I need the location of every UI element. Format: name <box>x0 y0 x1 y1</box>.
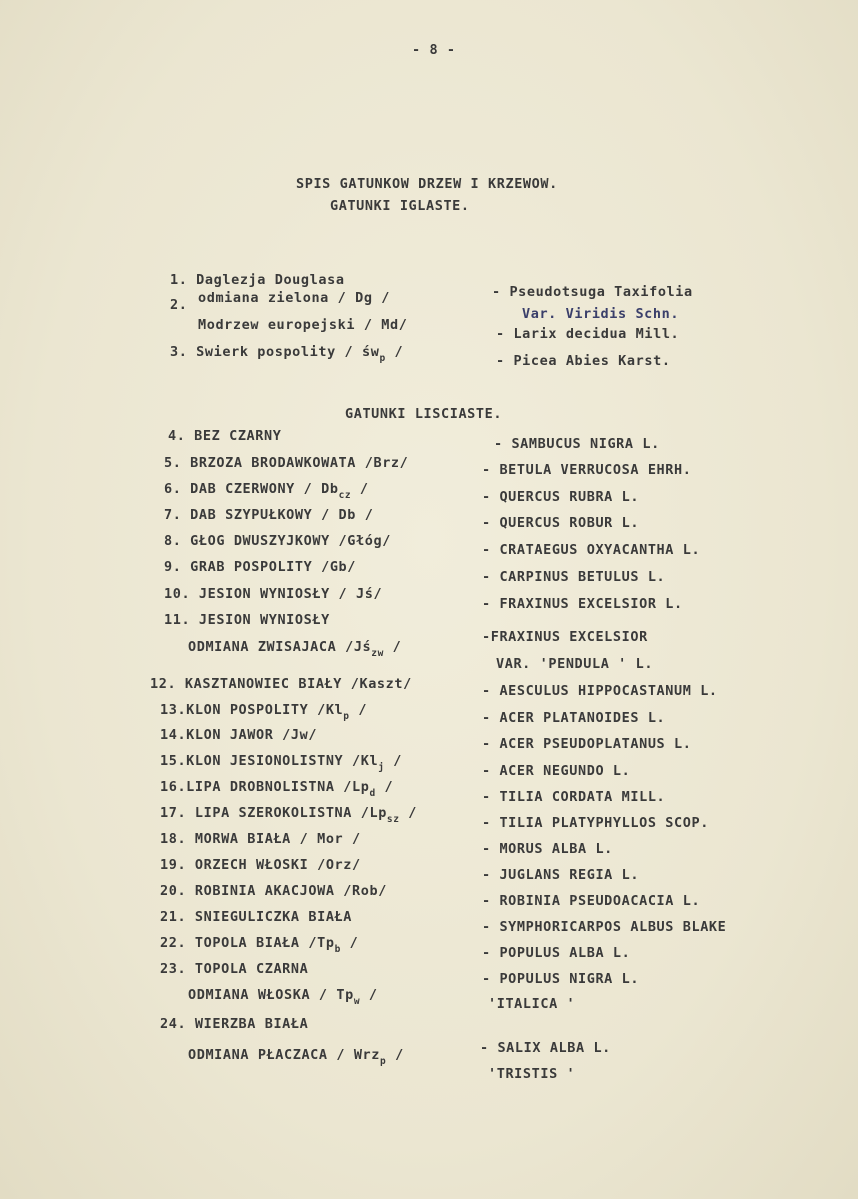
list-item-latin: - ROBINIA PSEUDOACACIA L. <box>482 893 701 909</box>
list-item: 6. DAB CZERWONY / $Db_{cz}$ / <box>164 481 369 501</box>
list-item-latin: Var. Viridis Schn. <box>522 306 680 322</box>
list-item: 16.LIPA DROBNOLISTNA $/Lp_d$ / <box>160 779 394 799</box>
list-item: 24. WIERZBA BIAŁA <box>160 1016 309 1032</box>
list-item-latin: - CRATAEGUS OXYACANTHA L. <box>482 542 701 558</box>
list-item-latin: - POPULUS NIGRA L. <box>482 971 640 987</box>
list-item-latin: -FRAXINUS EXCELSIOR <box>482 629 648 645</box>
list-item-latin: - MORUS ALBA L. <box>482 841 613 857</box>
list-item-latin: - AESCULUS HIPPOCASTANUM L. <box>482 683 718 699</box>
list-item-latin: - SALIX ALBA L. <box>480 1040 611 1056</box>
list-item: 7. DAB SZYPUŁKOWY / Db / <box>164 507 374 523</box>
list-item: ODMIANA ZWISAJACA $/Jś_{zw}$ / <box>188 639 402 659</box>
list-item-latin: - FRAXINUS EXCELSIOR L. <box>482 596 683 612</box>
list-item-latin: - Pseudotsuga Taxifolia <box>492 284 693 300</box>
list-item-latin: - SAMBUCUS NIGRA L. <box>494 436 660 452</box>
page-number: - 8 - <box>412 42 456 58</box>
list-item-latin: 'ITALICA ' <box>488 996 576 1012</box>
list-item: Modrzew europejski / Md/ <box>198 317 408 333</box>
list-item: 19. ORZECH WŁOSKI /Orz/ <box>160 857 361 873</box>
list-item-latin: - QUERCUS RUBRA L. <box>482 489 640 505</box>
list-item-latin: - JUGLANS REGIA L. <box>482 867 640 883</box>
list-item-latin: - ACER NEGUNDO L. <box>482 763 631 779</box>
conifers-heading: GATUNKI IGLASTE. <box>330 198 470 214</box>
list-item: 12. KASZTANOWIEC BIAŁY /Kaszt/ <box>150 676 412 692</box>
list-item-latin: - ACER PLATANOIDES L. <box>482 710 666 726</box>
list-item-latin: - Larix decidua Mill. <box>496 326 680 342</box>
list-item: ODMIANA WŁOSKA / $Tp_w$ / <box>188 987 378 1007</box>
list-item: 10. JESION WYNIOSŁY / Jś/ <box>164 586 383 602</box>
list-item: 8. GŁOG DWUSZYJKOWY /Głóg/ <box>164 533 391 549</box>
list-item: 1. Daglezja Douglasa <box>170 272 345 288</box>
list-item: ODMIANA PŁACZACA / Wrz$_p$ / <box>188 1047 404 1067</box>
list-item-latin: - ACER PSEUDOPLATANUS L. <box>482 736 692 752</box>
list-item: 13.KLON POSPOLITY $/Kl_p$ / <box>160 702 368 722</box>
list-item-number: 2. <box>170 297 188 313</box>
list-item: 18. MORWA BIAŁA / Mor / <box>160 831 361 847</box>
list-item: 14.KLON JAWOR /Jw/ <box>160 727 318 743</box>
list-item: 22. TOPOLA BIAŁA $/Tp_b$ / <box>160 935 359 955</box>
list-item-latin: - POPULUS ALBA L. <box>482 945 631 961</box>
list-item: 20. ROBINIA AKACJOWA /Rob/ <box>160 883 387 899</box>
list-item-latin: 'TRISTIS ' <box>488 1066 576 1082</box>
list-item: odmiana zielona / Dg / <box>198 290 391 306</box>
document-heading: SPIS GATUNKOW DRZEW I KRZEWOW. <box>296 176 558 192</box>
list-item-latin: - CARPINUS BETULUS L. <box>482 569 666 585</box>
list-item-latin: - Picea Abies Karst. <box>496 353 671 369</box>
list-item: 3. Swierk pospolity / $św_p$ / <box>170 344 404 364</box>
list-item-latin: - TILIA CORDATA MILL. <box>482 789 666 805</box>
list-item: 5. BRZOZA BRODAWKOWATA /Brz/ <box>164 455 409 471</box>
list-item-latin: - QUERCUS ROBUR L. <box>482 515 640 531</box>
deciduous-heading: GATUNKI LISCIASTE. <box>345 406 503 422</box>
list-item-latin: - SYMPHORICARPOS ALBUS BLAKE <box>482 919 727 935</box>
list-item: 11. JESION WYNIOSŁY <box>164 612 330 628</box>
list-item: 4. BEZ CZARNY <box>168 428 282 444</box>
list-item: 17. LIPA SZEROKOLISTNA $/Lp_{sz}$ / <box>160 805 418 825</box>
list-item-latin: - BETULA VERRUCOSA EHRH. <box>482 462 692 478</box>
list-item: 9. GRAB POSPOLITY /Gb/ <box>164 559 357 575</box>
list-item-latin: - TILIA PLATYPHYLLOS SCOP. <box>482 815 709 831</box>
list-item: 21. SNIEGULICZKA BIAŁA <box>160 909 353 925</box>
list-item: 15.KLON JESIONOLISTNY $/Kl_j$ / <box>160 753 402 773</box>
list-item-latin: VAR. 'PENDULA ' L. <box>496 656 654 672</box>
list-item: 23. TOPOLA CZARNA <box>160 961 309 977</box>
